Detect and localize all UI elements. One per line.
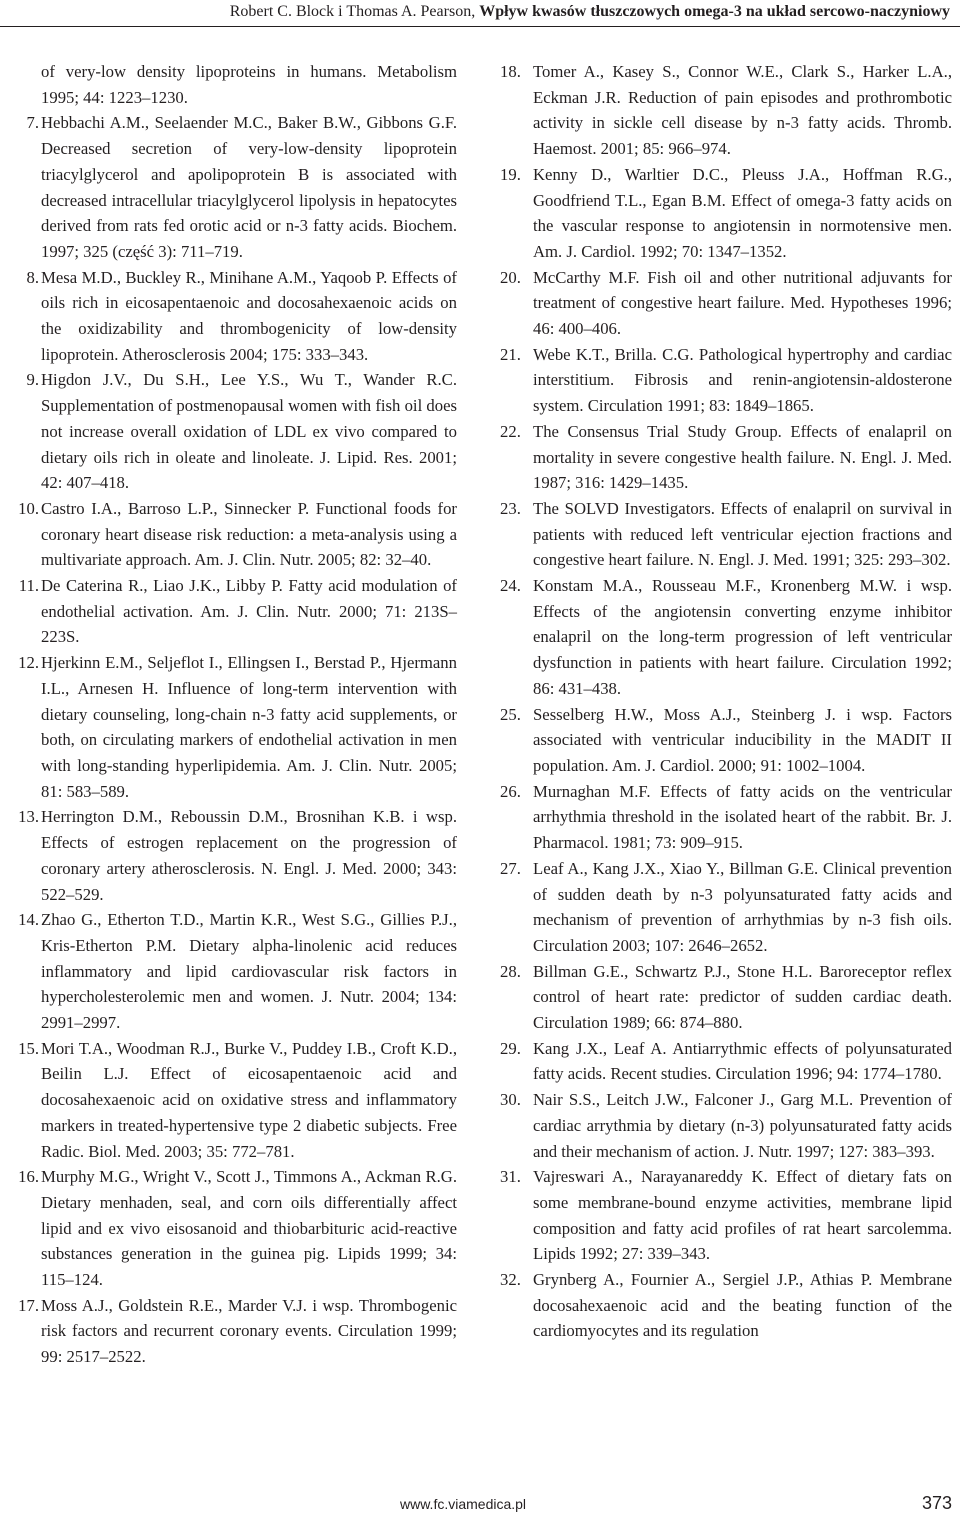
reference-entry xyxy=(8,804,457,907)
reference-entry xyxy=(8,110,457,264)
reference-entry xyxy=(8,367,457,496)
reference-number: 28. xyxy=(500,961,521,981)
reference-entry xyxy=(500,779,952,856)
reference-number: 13. xyxy=(18,807,39,827)
reference-text: of very-low density lipoproteins in humans. Metabolism 1995; 44: 1223–1230. xyxy=(41,62,457,107)
reference-number: 17. xyxy=(18,1295,39,1315)
header-authors: Robert C. Block i Thomas A. Pearson, xyxy=(229,3,476,20)
reference-entry xyxy=(8,1164,457,1293)
reference-text: Hebbachi A.M., Seelaender M.C., Baker B.W., Gibbons G.F. Decreased secretion of very-low-density lipoprotein triacylglycerol and apolipoprotein B is associated with decreased intracellular triacylglycerol lipolysis in hepatocytes derived from rats fed orotic acid or n-3 fatty acids. Biochem. 1997; 325 (część 3): 711–719. xyxy=(41,113,457,261)
reference-entry xyxy=(500,342,952,419)
reference-text: Konstam M.A., Rousseau M.F., Kronenberg M.W. i wsp. Effects of the angiotensin converting enzyme inhibitor enalapril on the long-term progression of left ventricular dysfunction in patients with heart failure. Circulation 1992; 86: 431–438. xyxy=(533,576,952,698)
reference-entry xyxy=(500,1267,952,1344)
reference-text: Mesa M.D., Buckley R., Minihane A.M., Yaqoob P. Effects of oils rich in eicosapentaenoic and docosahexaenoic acids on the oxidizability and thrombogenicity of low-density lipoprotein. Atherosclerosis 2004; 175: 333–343. xyxy=(41,267,457,364)
journal-url[interactable]: www.fc.viamedica.pl xyxy=(400,1496,527,1512)
reference-entry xyxy=(8,573,457,650)
reference-entry xyxy=(500,1164,952,1267)
reference-text: Webe K.T., Brilla. C.G. Pathological hypertrophy and cardiac interstitium. Fibrosis and renin-angiotensin-aldosterone system. Circulation 1991; 83: 1849–1865. xyxy=(533,344,952,416)
reference-number: 29. xyxy=(500,1038,521,1058)
reference-text: Herrington D.M., Reboussin D.M., Brosnihan K.B. i wsp. Effects of estrogen replacement on the progression of coronary artery atherosclerosis. N. Engl. J. Med. 2000; 343: 522–529. xyxy=(41,807,457,904)
reference-text: Moss A.J., Goldstein R.E., Marder V.J. i wsp. Thrombogenic risk factors and recurrent coronary events. Circulation 1999; 99: 2517–2522. xyxy=(41,1295,457,1367)
reference-entry xyxy=(500,1087,952,1164)
reference-number: 24. xyxy=(500,576,521,596)
reference-number: 12. xyxy=(18,653,39,673)
reference-text: Vajreswari A., Narayanareddy K. Effect of dietary fats on some membrane-bound enzyme activities, membrane lipid composition and fatty acid profiles of rat heart sarcolemma. Lipids 1992; 27: 339–343. xyxy=(533,1167,952,1264)
reference-number: 7. xyxy=(26,113,39,133)
reference-text: McCarthy M.F. Fish oil and other nutritional adjuvants for treatment of congestive heart failure. Med. Hypotheses 1996; 46: 400–406. xyxy=(533,267,952,339)
reference-entry xyxy=(8,650,457,804)
header-title: Wpływ kwasów tłuszczowych omega-3 na układ sercowo-naczyniowy xyxy=(479,3,950,20)
running-header-text xyxy=(230,3,950,21)
reference-text: Leaf A., Kang J.X., Xiao Y., Billman G.E. Clinical prevention of sudden death by n-3 polyunsaturated fatty acids and mechanism of prevention of arrhythmias by n-3 fish oils. Circulation 2003; 107: 2646–2652. xyxy=(533,858,952,955)
reference-number: 8. xyxy=(26,267,39,287)
reference-text: Tomer A., Kasey S., Connor W.E., Clark S., Harker L.A., Eckman J.R. Reduction of pain episodes and prothrombotic activity in sickle cell disease by n-3 fatty acids. Thromb. Haemost. 2001; 85: 966–974. xyxy=(533,62,952,159)
page-number: 373 xyxy=(921,1493,952,1513)
reference-number: 31. xyxy=(500,1167,521,1187)
reference-entry xyxy=(8,59,457,110)
reference-number: 18. xyxy=(500,62,521,81)
reference-entry xyxy=(8,1036,457,1165)
reference-text: Castro I.A., Barroso L.P., Sinnecker P. Functional foods for coronary heart disease risk reduction: a meta-analysis using a multivariate approach. Am. J. Clin. Nutr. 2005; 82: 32–40. xyxy=(41,498,457,570)
reference-entry xyxy=(500,59,952,162)
reference-text: Mori T.A., Woodman R.J., Burke V., Puddey I.B., Croft K.D., Beilin L.J. Effect of eicosapentaenoic acid and docosahexaenoic acid on oxidative stress and inflammatory markers in treated-hypertensive type 2 diabetic subjects. Free Radic. Biol. Med. 2003; 35: 772–781. xyxy=(41,1038,457,1161)
reference-number: 32. xyxy=(500,1270,521,1290)
reference-text: Sesselberg H.W., Moss A.J., Steinberg J. i wsp. Factors associated with ventricular inducibility in the MADIT II population. Am. J. Cardiol. 2000; 91: 1002–1004. xyxy=(533,704,952,775)
reference-number: 25. xyxy=(500,704,521,724)
reference-text: Zhao G., Etherton T.D., Martin K.R., West S.G., Gillies P.J., Kris-Etherton P.M. Dietary alpha-linolenic acid reduces inflammatory and lipid cardiovascular risk factors in hypercholesterolemic men and women. J. Nutr. 2004; 134: 2991–2997. xyxy=(41,910,457,1033)
reference-entry xyxy=(500,419,952,496)
reference-text: Billman G.E., Schwartz P.J., Stone H.L. Baroreceptor reflex control of heart rate: predictor of sudden cardiac death. Circulation 1989; 66: 874–880. xyxy=(533,961,952,1033)
reference-text: The SOLVD Investigators. Effects of enalapril on survival in patients with reduced left ventricular ejection fractions and congestive heart failure. N. Engl. J. Med. 1991; 325: 293–302. xyxy=(533,498,952,570)
reference-entry xyxy=(500,959,952,1036)
reference-number: 10. xyxy=(18,498,39,518)
reference-text: Murphy M.G., Wright V., Scott J., Timmons A., Ackman R.G. Dietary menhaden, seal, and corn oils differentially affect lipid and ex vivo eisosanoid and thiobarbituric acid-reactive substances generation in the guinea pig. Lipids 1999; 34: 115–124. xyxy=(41,1167,457,1290)
reference-number: 26. xyxy=(500,781,521,801)
reference-entry xyxy=(8,907,457,1036)
reference-entry xyxy=(500,573,952,702)
reference-text: Kang J.X., Leaf A. Antiarrythmic effects of polyunsaturated fatty acids. Recent studies. Circulation 1996; 94: 1774–1780. xyxy=(533,1038,952,1084)
page-footer xyxy=(0,1495,960,1519)
reference-text: Hjerkinn E.M., Seljeflot I., Ellingsen I., Berstad P., Hjermann I.L., Arnesen H. Influence of long-term intervention with dietary counseling, long-chain n-3 fatty acid supplements, or both, on circulating markers of endothelial activation in men with long-standing hyperlipidemia. Am. J. Clin. Nutr. 2005; 81: 583–589. xyxy=(41,653,457,801)
reference-number: 15. xyxy=(18,1038,39,1058)
reference-entry xyxy=(500,496,952,573)
reference-text: Higdon J.V., Du S.H., Lee Y.S., Wu T., Wander R.C. Supplementation of postmenopausal women with fish oil does not increase overall oxidation of LDL ex vivo compared to dietary oils rich in oleate and linoleate. J. Lipid. Res. 2001; 42: 407–418. xyxy=(41,370,457,493)
reference-number: 16. xyxy=(18,1167,39,1187)
reference-number: 20. xyxy=(500,267,521,287)
reference-number: 22. xyxy=(500,421,521,441)
reference-text: The Consensus Trial Study Group. Effects of enalapril on mortality in severe congestive health failure. N. Engl. J. Med. 1987; 316: 1429–1435. xyxy=(533,421,952,493)
header-rule xyxy=(0,26,960,27)
reference-number: 14. xyxy=(18,910,39,930)
reference-number: 9. xyxy=(26,370,39,390)
references-left-column xyxy=(8,59,457,1370)
reference-text: Kenny D., Warltier D.C., Pleuss J.A., Hoffman R.G., Goodfriend T.L., Egan B.M. Effect of omega-3 fatty acids on the vascular response to angiotensin in normotensive men. Am. J. Cardiol. 1992; 70: 1347–1352. xyxy=(533,164,952,261)
reference-number: 11. xyxy=(18,576,39,596)
reference-number: 21. xyxy=(500,344,521,364)
reference-text: Nair S.S., Leitch J.W., Falconer J., Garg M.L. Prevention of cardiac arrythmia by dietary (n-3) polyunsaturated fatty acids and their mechanism of action. J. Nutr. 1997; 127: 383–393. xyxy=(533,1090,952,1161)
reference-entry xyxy=(500,1036,952,1087)
reference-text: Grynberg A., Fournier A., Sergiel J.P., Athias P. Membrane docosahexaenoic acid and the beating function of the cardiomyocytes and its regulation xyxy=(533,1270,952,1341)
reference-number: 19. xyxy=(500,164,521,184)
reference-text: De Caterina R., Liao J.K., Libby P. Fatty acid modulation of endothelial activation. Am. J. Clin. Nutr. 2000; 71: 213S–223S. xyxy=(41,576,457,647)
reference-entry xyxy=(8,1293,457,1370)
reference-entry xyxy=(8,496,457,573)
references-right-column xyxy=(500,59,952,1344)
reference-entry xyxy=(500,856,952,959)
reference-number: 30. xyxy=(500,1090,521,1110)
reference-entry xyxy=(500,702,952,779)
reference-entry xyxy=(500,162,952,265)
reference-entry xyxy=(8,265,457,368)
running-header xyxy=(0,0,960,30)
reference-entry xyxy=(500,265,952,342)
reference-number: 27. xyxy=(500,858,521,878)
reference-number: 23. xyxy=(500,498,521,518)
reference-text: Murnaghan M.F. Effects of fatty acids on the ventricular arrhythmia threshold in the isolated heart of the rabbit. Br. J. Pharmacol. 1981; 73: 909–915. xyxy=(533,781,952,853)
